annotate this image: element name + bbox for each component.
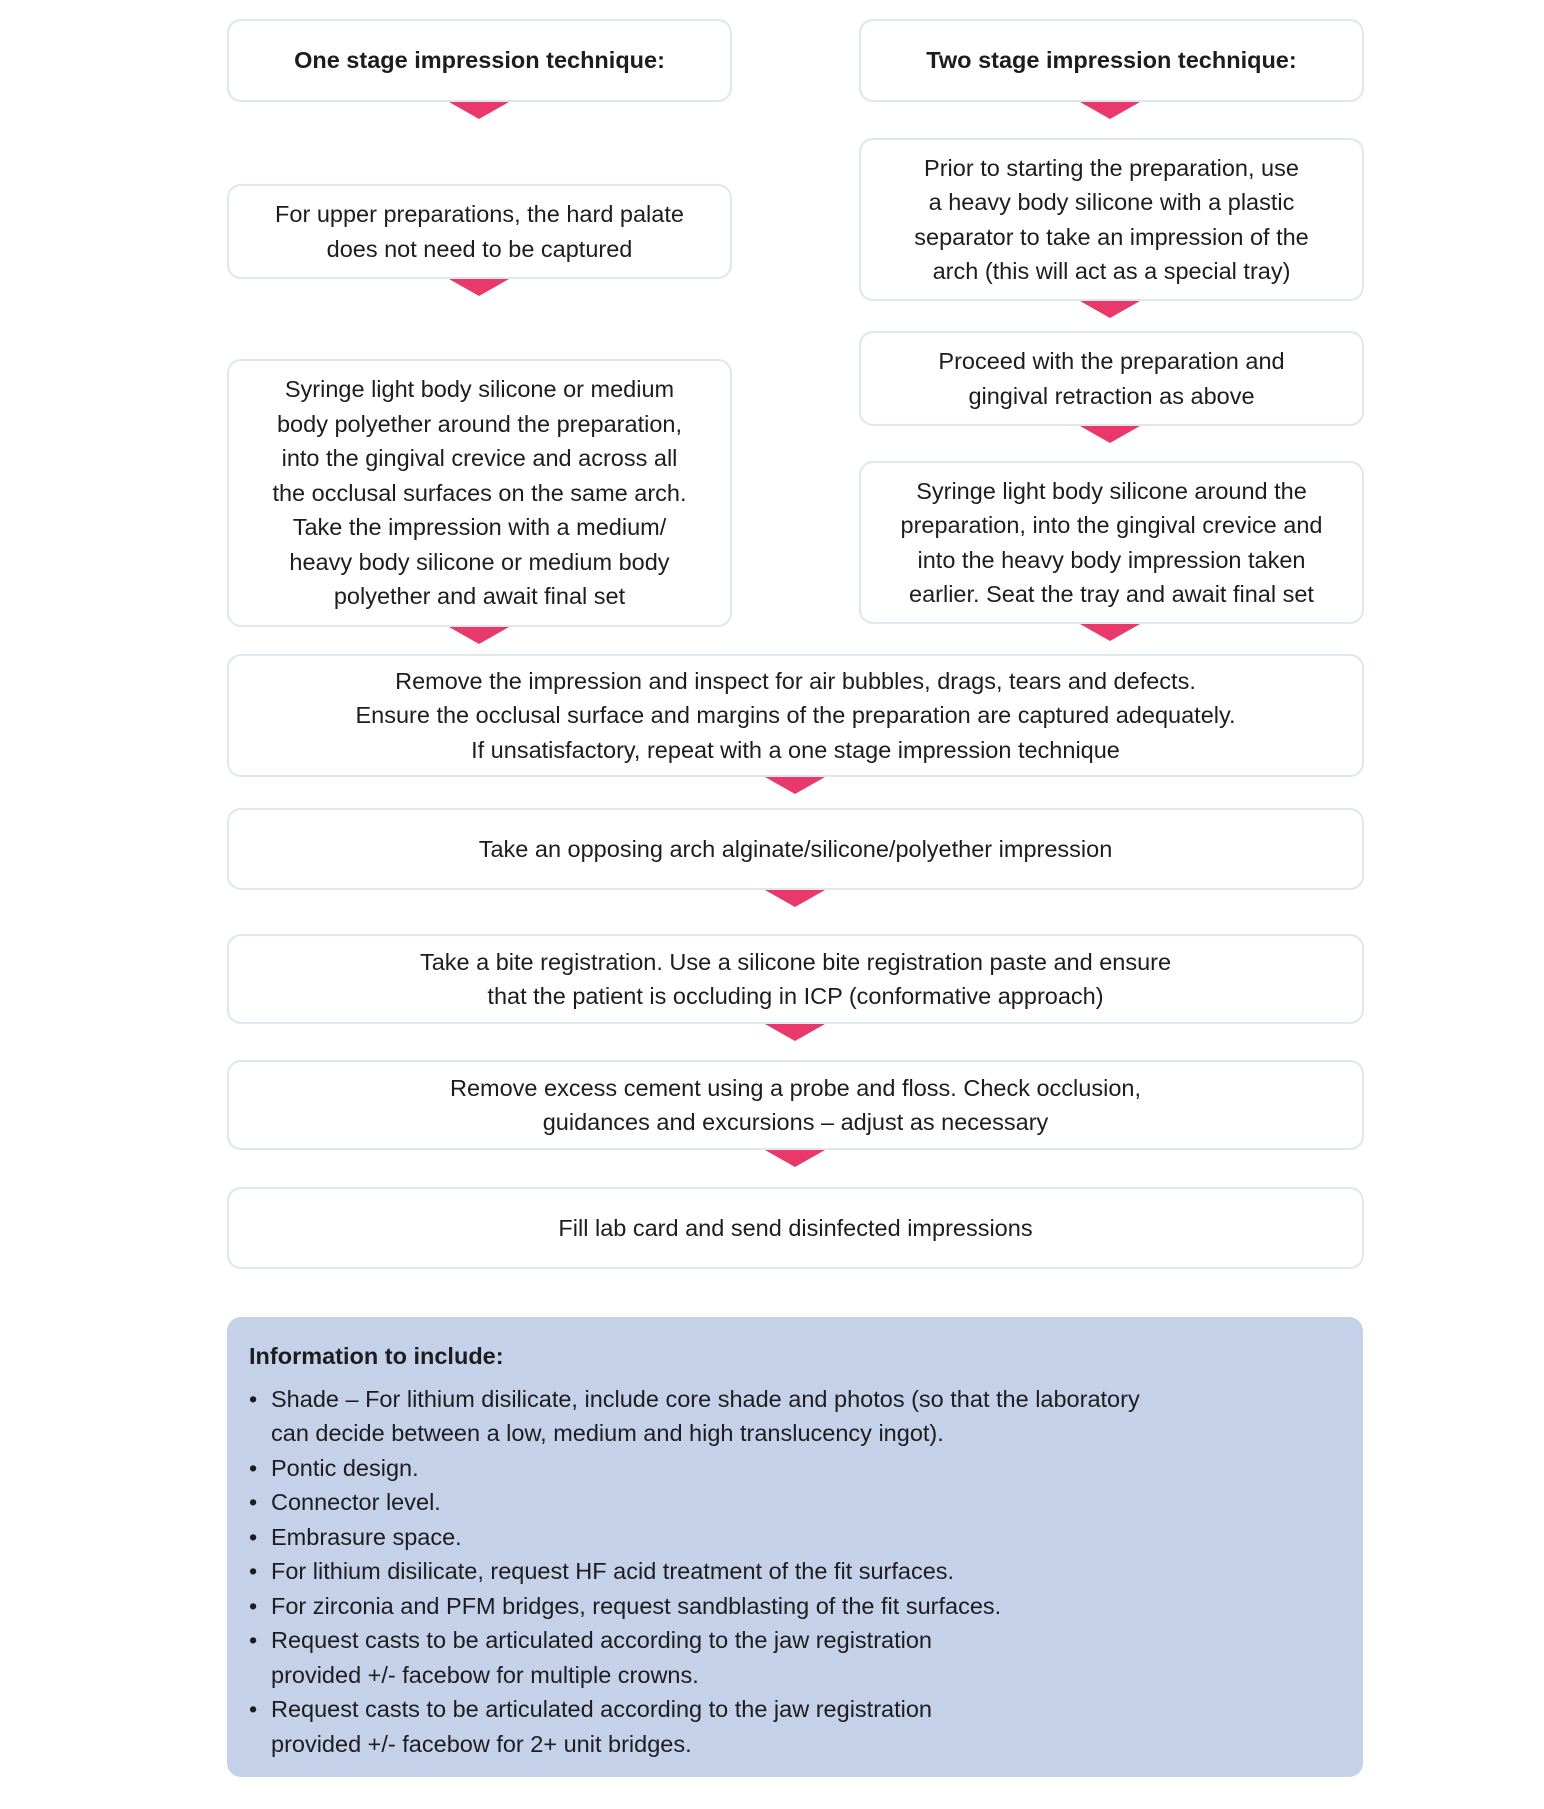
info-item-text: Connector level. <box>271 1489 441 1515</box>
one-stage-header: One stage impression technique: <box>227 19 732 102</box>
bullet-icon: • <box>249 1627 258 1653</box>
step-opposing-arch: Take an opposing arch alginate/silicone/polyether impression <box>227 808 1364 890</box>
two-stage-step-heavy-body: Prior to starting the preparation, use a heavy body silicone with a plastic separator to take an impression of the arch (this will act as a special tray) <box>859 138 1364 301</box>
arrow-right-1 <box>1080 102 1140 119</box>
arrow-shared-1 <box>765 777 825 794</box>
arrow-right-3 <box>1080 426 1140 443</box>
arrow-left-1 <box>449 102 509 119</box>
info-item-text: Shade – For lithium disilicate, include core shade and photos (so that the laboratory can decide between a low, medium and high translucency ingot). <box>271 1385 1140 1446</box>
step-remove-cement: Remove excess cement using a probe and floss. Check occlusion, guidances and excursions – adjust as necessary <box>227 1060 1364 1150</box>
info-item-text: Request casts to be articulated according to the jaw registration provided +/- facebow for 2+ unit bridges. <box>271 1696 932 1757</box>
info-item <box>249 1485 1341 1520</box>
information-panel <box>227 1317 1363 1777</box>
info-item-text: Request casts to be articulated according to the jaw registration provided +/- facebow for multiple crowns. <box>271 1627 932 1688</box>
info-item <box>249 1589 1341 1624</box>
info-item-text: Embrasure space. <box>271 1523 462 1550</box>
information-list <box>249 1382 1341 1762</box>
one-stage-step-upper-palate: For upper preparations, the hard palate does not need to be captured <box>227 184 732 279</box>
arrow-right-4 <box>1080 624 1140 641</box>
bullet-icon: • <box>249 1454 258 1481</box>
bullet-icon: • <box>249 1489 258 1515</box>
bullet-icon: • <box>249 1558 258 1584</box>
info-item-text: For lithium disilicate, request HF acid treatment of the fit surfaces. <box>271 1558 955 1584</box>
bullet-icon: • <box>249 1696 258 1722</box>
arrow-left-3 <box>449 627 509 644</box>
two-stage-step-syringe: Syringe light body silicone around the preparation, into the gingival crevice and into the heavy body impression taken earlier. Seat the tray and await final set <box>859 461 1364 624</box>
info-item <box>249 1692 1341 1761</box>
information-title: Information to include: <box>249 1343 504 1369</box>
bullet-icon: • <box>249 1385 258 1412</box>
info-item <box>249 1451 1341 1486</box>
arrow-right-2 <box>1080 301 1140 318</box>
two-stage-header: Two stage impression technique: <box>859 19 1364 102</box>
arrow-shared-4 <box>765 1150 825 1167</box>
step-fill-lab-card: Fill lab card and send disinfected impressions <box>227 1187 1364 1269</box>
arrow-shared-2 <box>765 890 825 907</box>
step-inspect-impression: Remove the impression and inspect for air bubbles, drags, tears and defects. Ensure the occlusal surface and margins of the preparation are captured adequately. If unsatisfactory, repeat with a one stage impression technique <box>227 654 1364 777</box>
info-item <box>249 1623 1341 1692</box>
info-item <box>249 1382 1341 1451</box>
arrow-shared-3 <box>765 1024 825 1041</box>
bullet-icon: • <box>249 1523 258 1550</box>
bullet-icon: • <box>249 1592 258 1619</box>
info-item-text: For zirconia and PFM bridges, request sandblasting of the fit surfaces. <box>271 1592 1002 1619</box>
step-bite-registration: Take a bite registration. Use a silicone bite registration paste and ensure that the patient is occluding in ICP (conformative approach) <box>227 934 1364 1024</box>
info-item <box>249 1554 1341 1589</box>
two-stage-step-proceed: Proceed with the preparation and gingival retraction as above <box>859 331 1364 426</box>
arrow-left-2 <box>449 279 509 296</box>
info-item-text: Pontic design. <box>271 1454 419 1481</box>
info-item <box>249 1520 1341 1555</box>
one-stage-step-syringe: Syringe light body silicone or medium body polyether around the preparation, into the gingival crevice and across all the occlusal surfaces on the same arch. Take the impression with a medium/ heavy body silicone or medium body polyether and await final set <box>227 359 732 627</box>
